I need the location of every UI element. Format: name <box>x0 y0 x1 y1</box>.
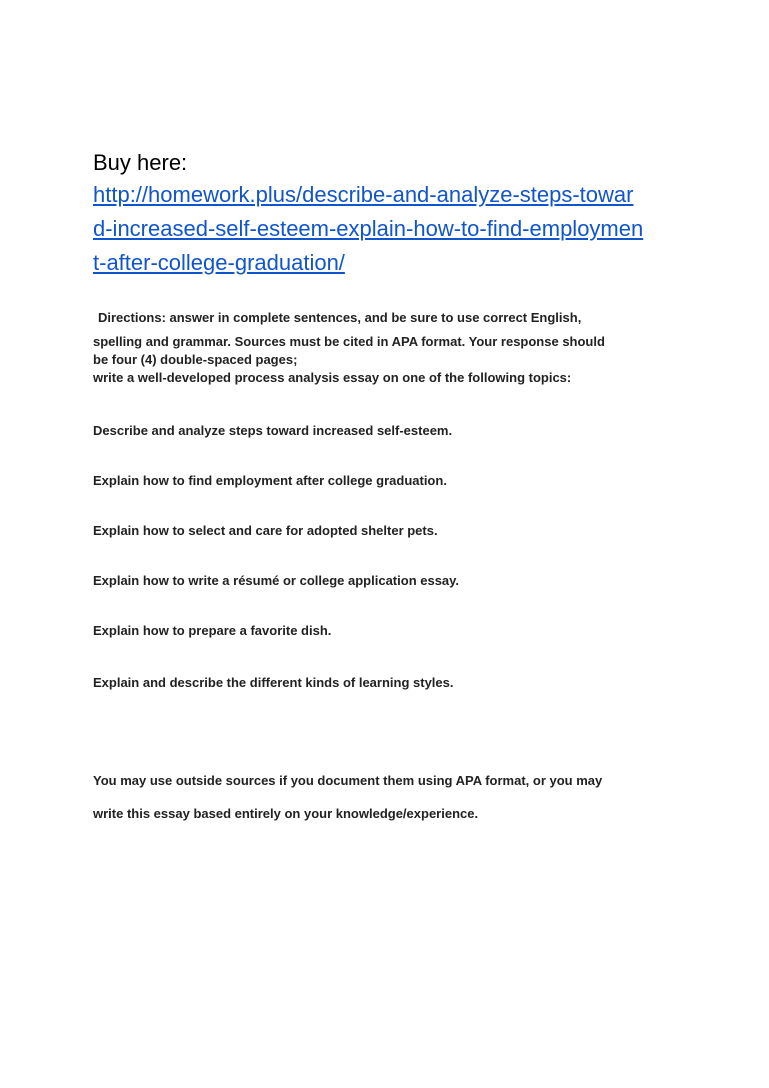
topic-item-favorite-dish: Explain how to prepare a favorite dish. <box>93 623 332 638</box>
topic-item-employment: Explain how to find employment after college graduation. <box>93 473 447 488</box>
closing-paragraph <box>93 772 602 823</box>
product-link-line-1[interactable]: http://homework.plus/describe-and-analyze-steps-towar <box>93 182 634 207</box>
directions-line-1: Directions: answer in complete sentences, and be sure to use correct English, <box>98 310 582 325</box>
directions-paragraph <box>93 309 673 387</box>
buy-here-label: Buy here: <box>93 150 188 175</box>
topic-item-resume: Explain how to write a résumé or college application essay. <box>93 573 460 588</box>
closing-line-2: write this essay based entirely on your knowledge/experience. <box>93 806 479 821</box>
product-link-line-3[interactable]: t-after-college-graduation/ <box>93 250 345 275</box>
product-link[interactable] <box>93 178 643 280</box>
topic-item-self-esteem: Describe and analyze steps toward increased self-esteem. <box>93 423 453 438</box>
topic-item-learning-styles: Explain and describe the different kinds of learning styles. <box>93 675 454 690</box>
directions-line-2: spelling and grammar. Sources must be cited in APA format. Your response should <box>93 334 605 349</box>
directions-line-3: be four (4) double-spaced pages; <box>93 352 298 367</box>
product-link-line-2[interactable]: d-increased-self-esteem-explain-how-to-find-employmen <box>93 216 644 241</box>
directions-line-4: write a well-developed process analysis essay on one of the following topics: <box>93 370 572 385</box>
closing-line-1: You may use outside sources if you document them using APA format, or you may <box>93 773 603 788</box>
topic-item-shelter-pets: Explain how to select and care for adopted shelter pets. <box>93 523 438 538</box>
